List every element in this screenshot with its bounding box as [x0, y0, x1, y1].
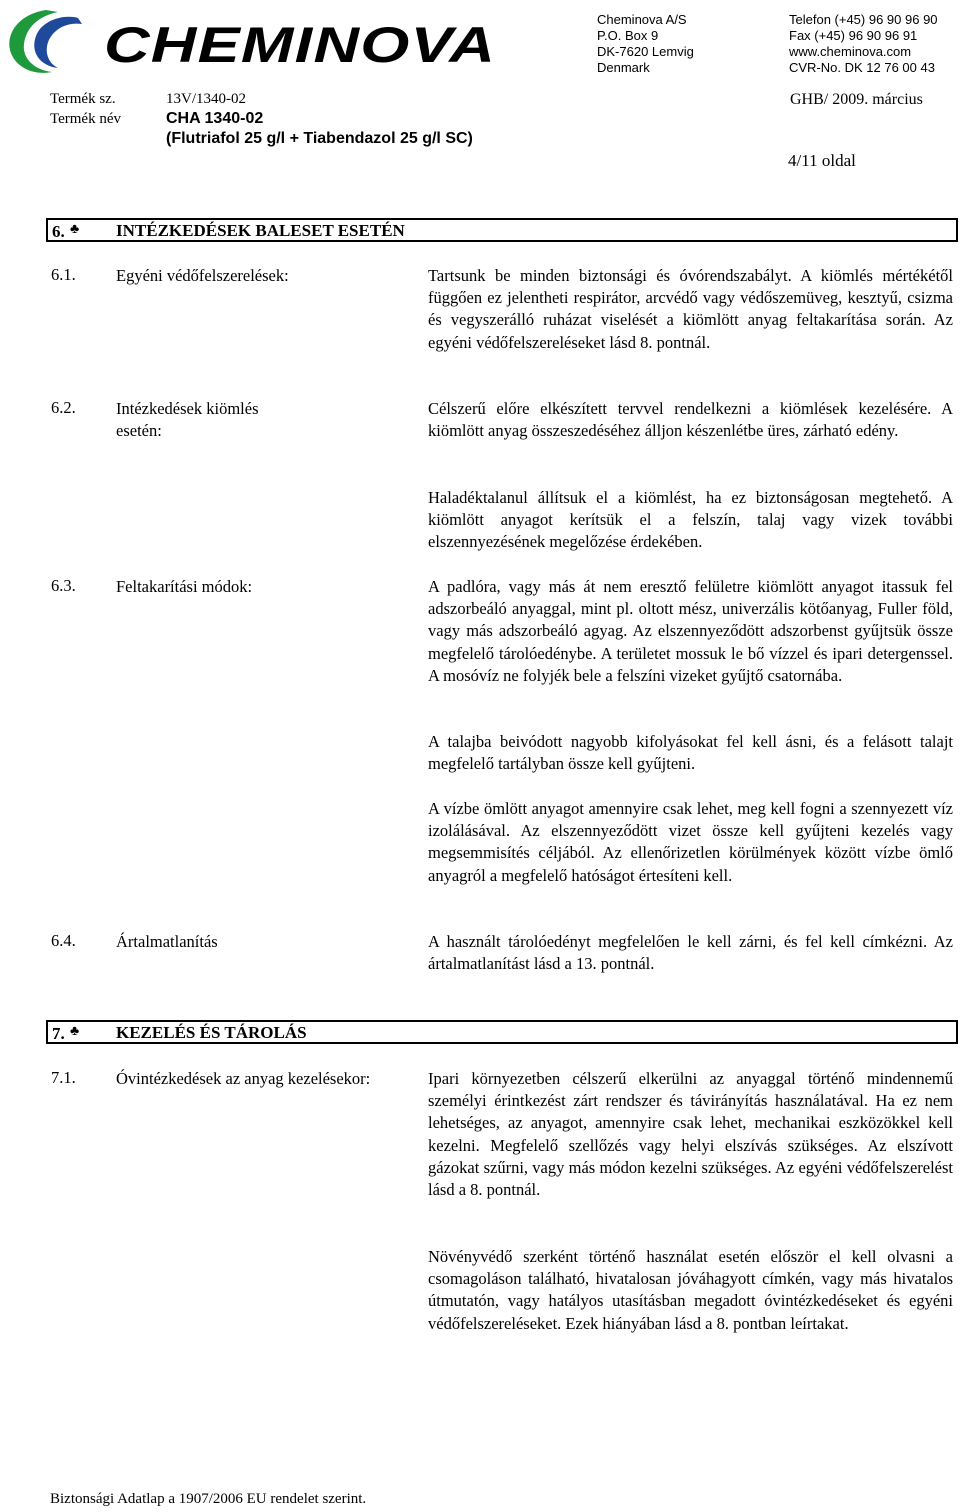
phone: Telefon (+45) 96 90 96 90: [789, 12, 938, 27]
item-text: [428, 1068, 953, 1201]
company-line: Denmark: [597, 60, 650, 75]
product-no: 13V/1340-02: [166, 91, 246, 107]
item-text: [428, 398, 953, 442]
product-name-label: Termék név: [50, 111, 122, 127]
item-label: Óvintézkedések az anyag kezelésekor:: [116, 1069, 371, 1088]
paragraph: Ipari környezetben célszerű elkerülni az anyaggal történő mindennemű személyi érintkezést zárt rendszer és távirányítás használatával. Ha ez nem lehetséges, az anyagot, amennyire csak lehet, mechanikai eszközökkel kell kezelni. Megfelelő szellőzés vagy helyi elszívás szükséges. Az elszívott gázokat szűrni, vagy más módon kezelni szükséges. Az egyéni védőfelszerelést lásd a 8. pontnál.: [428, 1069, 953, 1200]
item-number: 6.3.: [51, 576, 76, 595]
section-number: 7.: [52, 1024, 65, 1043]
company-address: [597, 12, 694, 76]
item-label: Ártalmatlanítás: [116, 932, 218, 951]
paragraph: Növényvédő szerként történő használat esetén először el kell olvasni a csomagoláson található, hivatalosan jóváhagyott címkén, vagy más hivatalos útmutatón, vagy hatályos utasításban megadott óvintézkedéseket és egyéni védőfelszereléseket. Ezek hiányában lásd a 8. pontban leírtakat.: [428, 1247, 953, 1333]
item-label: Egyéni védőfelszerelések:: [116, 266, 289, 285]
section-6-header: [46, 218, 958, 242]
page-number: 4/11 oldal: [788, 151, 856, 170]
paragraph: A használt tárolóedényt megfelelően le kell zárni, és fel kell címkézni. Az ártalmatlanítást lásd a 13. pontnál.: [428, 932, 953, 974]
item-number: 6.2.: [51, 398, 76, 417]
item-text: [428, 576, 953, 687]
item-text: [428, 798, 953, 887]
item-label-line: Intézkedések kiömlés: [116, 399, 259, 418]
item-text: [428, 731, 953, 775]
product-name-line: (Flutriafol 25 g/l + Tiabendazol 25 g/l SC): [166, 130, 473, 147]
section-7-header: [46, 1020, 958, 1044]
section-title: KEZELÉS ÉS TÁROLÁS: [116, 1023, 307, 1042]
revision-date: GHB/ 2009. március: [790, 91, 923, 108]
paragraph: A vízbe ömlött anyagot amennyire csak lehet, meg kell fogni a szennyezett víz izolálásával. Az elszennyeződött vizet össze kell gyűjteni kezelés vagy megsemmisítés céljából. Az ellenőrizetlen körülmények között vízbe ömlő anyagról a megfelelő hatóságot értesíteni kell.: [428, 799, 953, 885]
product-no-label: Termék sz.: [50, 91, 116, 107]
fax: Fax (+45) 96 90 96 91: [789, 28, 918, 43]
club-icon: ♣: [70, 1024, 80, 1039]
website-link[interactable]: www.cheminova.com: [789, 44, 912, 59]
club-icon: ♣: [70, 222, 80, 237]
item-text: [428, 265, 953, 354]
paragraph: A talajba beivódott nagyobb kifolyásokat fel kell ásni, és a felásott talajt megfelelő tartályban össze kell gyűjteni.: [428, 732, 953, 774]
item-label: Feltakarítási módok:: [116, 577, 253, 596]
item-text: [428, 931, 953, 975]
paragraph: Tartsunk be minden biztonsági és óvórendszabályt. A kiömlés mértékétől függően ez jelentheti respirátor, arcvédő vagy védőszemüveg, kesztyű, csizma és vegyszerálló ruházat viselését a kiömlött anyag feltakarítása során. Az egyéni védőfelszereléseket lásd 8. pontnál.: [428, 266, 953, 352]
product-name-line: CHA 1340-02: [166, 110, 264, 127]
company-line: Cheminova A/S: [597, 12, 687, 27]
cheminova-logo: [6, 6, 496, 76]
product-name: [166, 109, 473, 149]
paragraph: A padlóra, vagy más át nem eresztő felületre kiömlött anyagot itassuk fel adszorbeáló anyaggal, mint pl. oltott mész, univerzális kötőanyag, Fuller föld, vagy más adszorbeáló agyag. Az elszennyeződött adszorbenst gyűjtsük össze megfelelő tárolóedénybe. A területet mossuk le bő vízzel és ipari detergenssel. A mosóvíz ne folyjék bele a felszíni vizeket gyűjtő csatornába.: [428, 577, 953, 685]
item-number: 7.1.: [51, 1068, 76, 1087]
item-text: [428, 1246, 953, 1335]
item-number: 6.1.: [51, 265, 76, 284]
cvr-number: CVR-No. DK 12 76 00 43: [789, 60, 935, 75]
paragraph: Haladéktalanul állítsuk el a kiömlést, ha ez biztonságosan megtehető. A kiömlött anyagot kerítsük el a felszín, talaj vagy vizek további elszennyezésének megelőzése érdekében.: [428, 488, 953, 552]
paragraph: Célszerű előre elkészített tervvel rendelkezni a kiömlések kezelésére. A kiömlött anyag összeszedéséhez álljon készenlétbe üres, zárható edény.: [428, 399, 953, 441]
company-contact: [789, 12, 938, 76]
section-number: 6.: [52, 222, 65, 241]
section-title: INTÉZKEDÉSEK BALESET ESETÉN: [116, 221, 405, 240]
company-line: DK-7620 Lemvig: [597, 44, 694, 59]
footer-note: Biztonsági Adatlap a 1907/2006 EU rendelet szerint.: [50, 1491, 367, 1507]
company-line: P.O. Box 9: [597, 28, 659, 43]
item-number: 6.4.: [51, 931, 76, 950]
item-label-line: esetén:: [116, 421, 162, 440]
logo-text: CHEMINOVA: [104, 17, 496, 73]
logo-graphic: [6, 6, 496, 76]
item-label: [116, 398, 259, 442]
item-text: [428, 487, 953, 554]
